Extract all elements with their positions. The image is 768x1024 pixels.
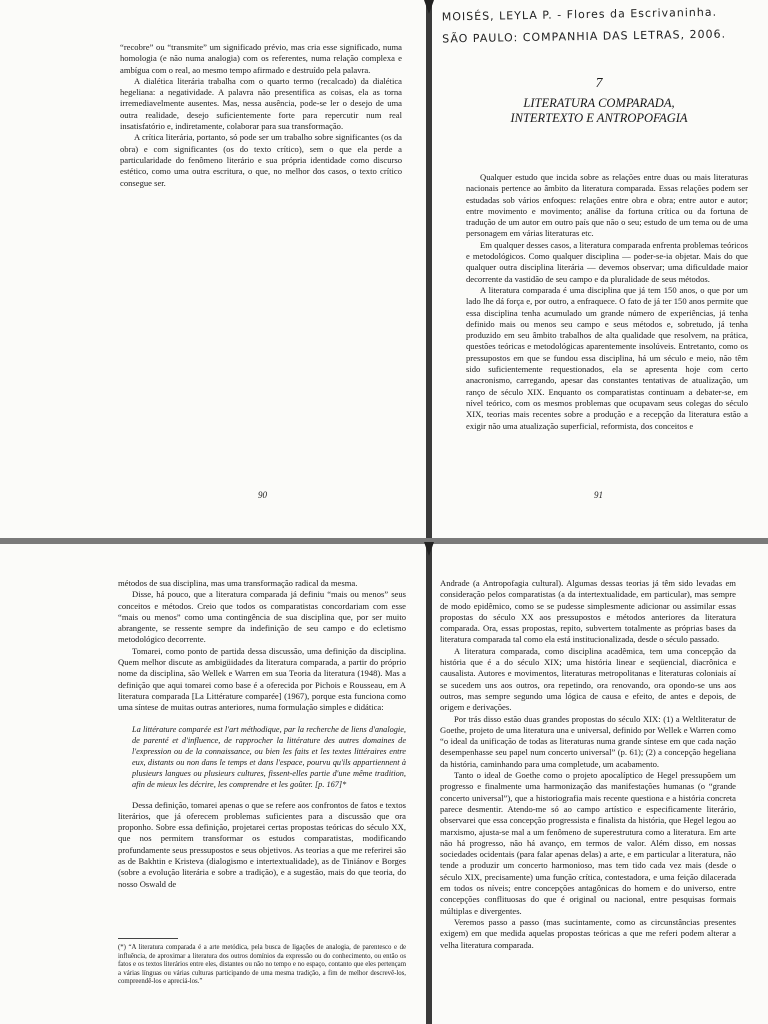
paragraph: A dialética literária trabalha com o quarto termo (recalcado) da dialética hegeliana: a negatividade. A palavra não presentifica as coisas, ela as torna irremediavelmente ausentes. Mas, nessa ausência, pode-se ler o desejo de uma outra realidade, desejo suficientemente forte para repercutir num real insatisfatório e, indiretamente, colaborar para sua transformação. — [120, 75, 402, 132]
page-number: 90 — [258, 490, 267, 500]
paragraph: “recobre” ou “transmite” um significado prévio, mas cria esse significado, numa homologia (e não numa analogia) com os referentes, numa relação complexa e ambígua com o real, ao mesmo tempo afirmado e destruído pela palavra. — [120, 42, 402, 75]
page-93-text — [440, 578, 736, 951]
handwritten-line: SÃO PAULO: COMPANHIA DAS LETRAS, 2006. — [442, 27, 727, 46]
paragraph: A literatura comparada, como disciplina acadêmica, tem uma concepção da história que é a do século XIX; uma história linear e seqüencial, diacrônica e causalista. Autores e movimentos, literaturas metropolitanas e literaturas coloniais aí se sucedem uns aos outros, ora repetindo, ora renovando, ora opondo-se uns aos outros, mas sempre segundo uma lógica de causa e efeito, de antes e depois, de origem e derivações. — [440, 645, 736, 713]
page-93 — [430, 542, 768, 1024]
footnote-rule — [118, 938, 178, 939]
page-90-text — [120, 42, 402, 189]
paragraph: métodos de sua disciplina, mas uma transformação radical da mesma. — [118, 578, 358, 588]
page-92-text — [118, 578, 406, 890]
handwritten-citation — [442, 2, 727, 51]
binding-arrow-icon — [424, 0, 434, 14]
chapter-title-line: LITERATURA COMPARADA, — [523, 96, 675, 110]
page-91 — [430, 0, 768, 540]
paragraph: Qualquer estudo que incida sobre as relações entre duas ou mais literaturas nacionais pertence ao âmbito da literatura comparada. Essas relações podem ser estudadas sob vários enfoques: relações entre obra e obra; entre autor e autor; entre movimento e movimento; análise da fortuna crítica ou da fortuna de tradução de um autor em outro país que não o seu; estudo de um tema ou de uma personagem em várias literaturas etc. — [466, 172, 748, 239]
paragraph: Andrade (a Antropofagia cultural). Algumas dessas teorias já têm sido levadas em consideração pelos comparatistas (a da intertextualidade, em particular), mas sempre de modo epidêmico, como se se pudesse simplesmente adicionar ou assimilar essas propostas do século XX aos pressupostos e métodos anteriores da literatura comparada. Ora, essas propostas, repito, subvertem totalmente as próprias bases da literatura comparada tal como ela está institucionalizada, desde o século passado. — [440, 578, 736, 645]
chapter-title — [430, 96, 768, 126]
scan-seam — [0, 538, 768, 544]
page-90 — [0, 0, 428, 540]
paragraph: Tanto o ideal de Goethe como o projeto apocalíptico de Hegel pressupõem um progresso e finalmente uma harmonização das manifestações humanas (o “grande concerto universal”), que a historiografia mais recente questiona e a história concreta parece desmentir. Atendo-me só ao campo artístico e especificamente literário, observarei que essa concepção progressista e finalista da história, que Hegel legou ao marxismo, ajusta-se mal a um fenômeno de superestrutura como a literatura. Em arte não há progresso, não há avanço, em termos de valor. Além disso, em nossas sociedades ocidentais (para falar apenas delas) a arte, e em particular a literatura, não tende a produzir um concerto harmonioso, mas tem tido cada vez mais (desde o século XIX, precisamente) uma função crítica, contestadora, e uma feição dilacerada em todos os níveis; entre concepções antagônicas do homem e do universo, entre concepções conflituosas do que é original ou nacional, entre pesquisas formais múltiplas e divergentes. — [440, 770, 736, 916]
page-92 — [0, 542, 428, 1024]
block-quote — [132, 724, 406, 790]
paragraph: Por trás disso estão duas grandes propostas do século XIX: (1) a Weltliteratur de Goethe, projeto de uma literatura una e universal, definido por Wellek e Warren como “o ideal da unificação de todas as literaturas numa grande síntese em que cada nação desempenhasse seu papel num concerto universal” (p. 61); (2) a concepção hegeliana da história, caminhando para uma completude, um acabamento. — [440, 713, 736, 769]
book-gutter — [426, 0, 432, 1024]
paragraph: Veremos passo a passo (mas sucintamente, como as circunstâncias presentes exigem) em que medida aquelas propostas teóricas a que me referi podem alterar a velha literatura comparada. — [440, 916, 736, 950]
chapter-number: 7 — [595, 76, 603, 91]
paragraph: A literatura comparada é uma disciplina que já tem 150 anos, o que por um lado lhe dá força e, por outro, a enfraquece. O fato de já ter 150 anos permite que essa disciplina tenha acumulado um grande número de experiências, já tenha definido mais ou menos seu campo e seus métodos e, sobretudo, já tenha produzido em seu âmbito trabalhos de alta qualidade que resolvem, na prática, questões teóricas e metodológicas aparentemente insolúveis. Entretanto, como os pressupostos em que se fundou essa disciplina, há um século e meio, não têm sido suficientemente requestionados, ela se apresenta hoje com certo anacronismo, carregando, apesar das constantes tentativas de atualização, um ranço de século XIX. Enquanto os comparatistas continuam a debater-se, em nível teórico, com os mesmos problemas que ocupavam seus colegas do século XIX, teorias mais recentes sobre a produção e a recepção da literatura estão a exigir não uma atualização superficial, reformista, dos conceitos e — [466, 284, 748, 431]
page-91-text — [466, 172, 748, 432]
binding-arrow-icon — [424, 542, 434, 556]
footnote: (*) “A literatura comparada é a arte metódica, pela busca de ligações de analogia, de parentesco e de influência, de aproximar a literatura dos outros domínios da expressão ou do conhecimento, ou então os fatos e os textos literários entre eles, distantes ou não no tempo e no espaço, contanto que eles pertençam a várias línguas ou várias culturas participando de uma mesma tradição, a fim de melhor descrevê-los, compreendê-los e apreciá-los.” — [118, 944, 406, 986]
paragraph: Tomarei, como ponto de partida dessa discussão, uma definição da disciplina. Quem melhor discute as ambigüidades da literatura comparada, a partir do próprio nome da disciplina, são Wellek e Warren em sua Teoria da literatura (1948). Mas a definição que aqui tomarei como base é a oferecida por Pichois e Rousseau, em A literatura comparada [La Littérature comparée] (1967), porque esta funciona como uma síntese de muitas outras anteriores, numa formulação simples e didática: — [118, 645, 406, 713]
quote-text: La littérature comparée est l'art méthodique, par la recherche de liens d'analogie, de parenté et d'influence, de rapprocher la littérature des autres domaines de l'expression ou de la connaissance, ou bien les faits et les textes littéraires entre eux, distants ou non dans le temps et dans l'espace, pourvu qu'ils appartiennent à plusieurs langues ou plusieurs cultures, fissent-elles partie d'une même tradition, afin de mieux les décrire, les comprendre et les goûter. [p. 167]* — [132, 724, 406, 789]
chapter-title-line: INTERTEXTO E ANTROPOFAGIA — [510, 111, 688, 125]
paragraph: Disse, há pouco, que a literatura comparada já definiu “mais ou menos” seus conceitos e métodos. Creio que todos os comparatistas concordariam com esse “mais ou menos” como uma contingência de sua disciplina que, por ser muito abrangente, se ressente sempre da indefinição de seu campo e do ecletismo metodológico decorrente. — [118, 589, 406, 645]
paragraph: A crítica literária, portanto, só pode ser um trabalho sobre significantes (os da obra) e com significantes (os do texto crítico), sem o que ela perde a particularidade do fenômeno literário e sua própria identidade como discurso estético, como uma outra escritura, o que, no melhor dos casos, o texto crítico consegue ser. — [120, 132, 402, 188]
handwritten-line: MOISÉS, LEYLA P. - Flores da Escrivaninha. — [441, 5, 718, 24]
paragraph: Em qualquer desses casos, a literatura comparada enfrenta problemas teóricos e metodológicos. Como qualquer disciplina — poder-se-ia objetar. Mais do que qualquer outra disciplina literária — devemos observar; uma dificuldade maior decorrente da vastidão de seu campo e da pluralidade de seus métodos. — [466, 239, 748, 284]
page-number: 91 — [594, 490, 603, 500]
paragraph: Dessa definição, tomarei apenas o que se refere aos confrontos de fatos e textos literários, que já oferecem problemas suficientes para a discussão que ora proponho. Sobre essa definição, projetarei certas propostas teóricas do século XX, que nos permitem transformar os estudos comparatistas, modificando profundamente seus pressupostos e seus objetivos. As teorias a que me referirei são as de Bakhtin e Kristeva (dialogismo e intertextualidade), as de Tiniánov e Borges (sobre a evolução literária e sobre a tradição), e a sugestão, mais do que teoria, do nosso Oswald de — [118, 799, 406, 889]
